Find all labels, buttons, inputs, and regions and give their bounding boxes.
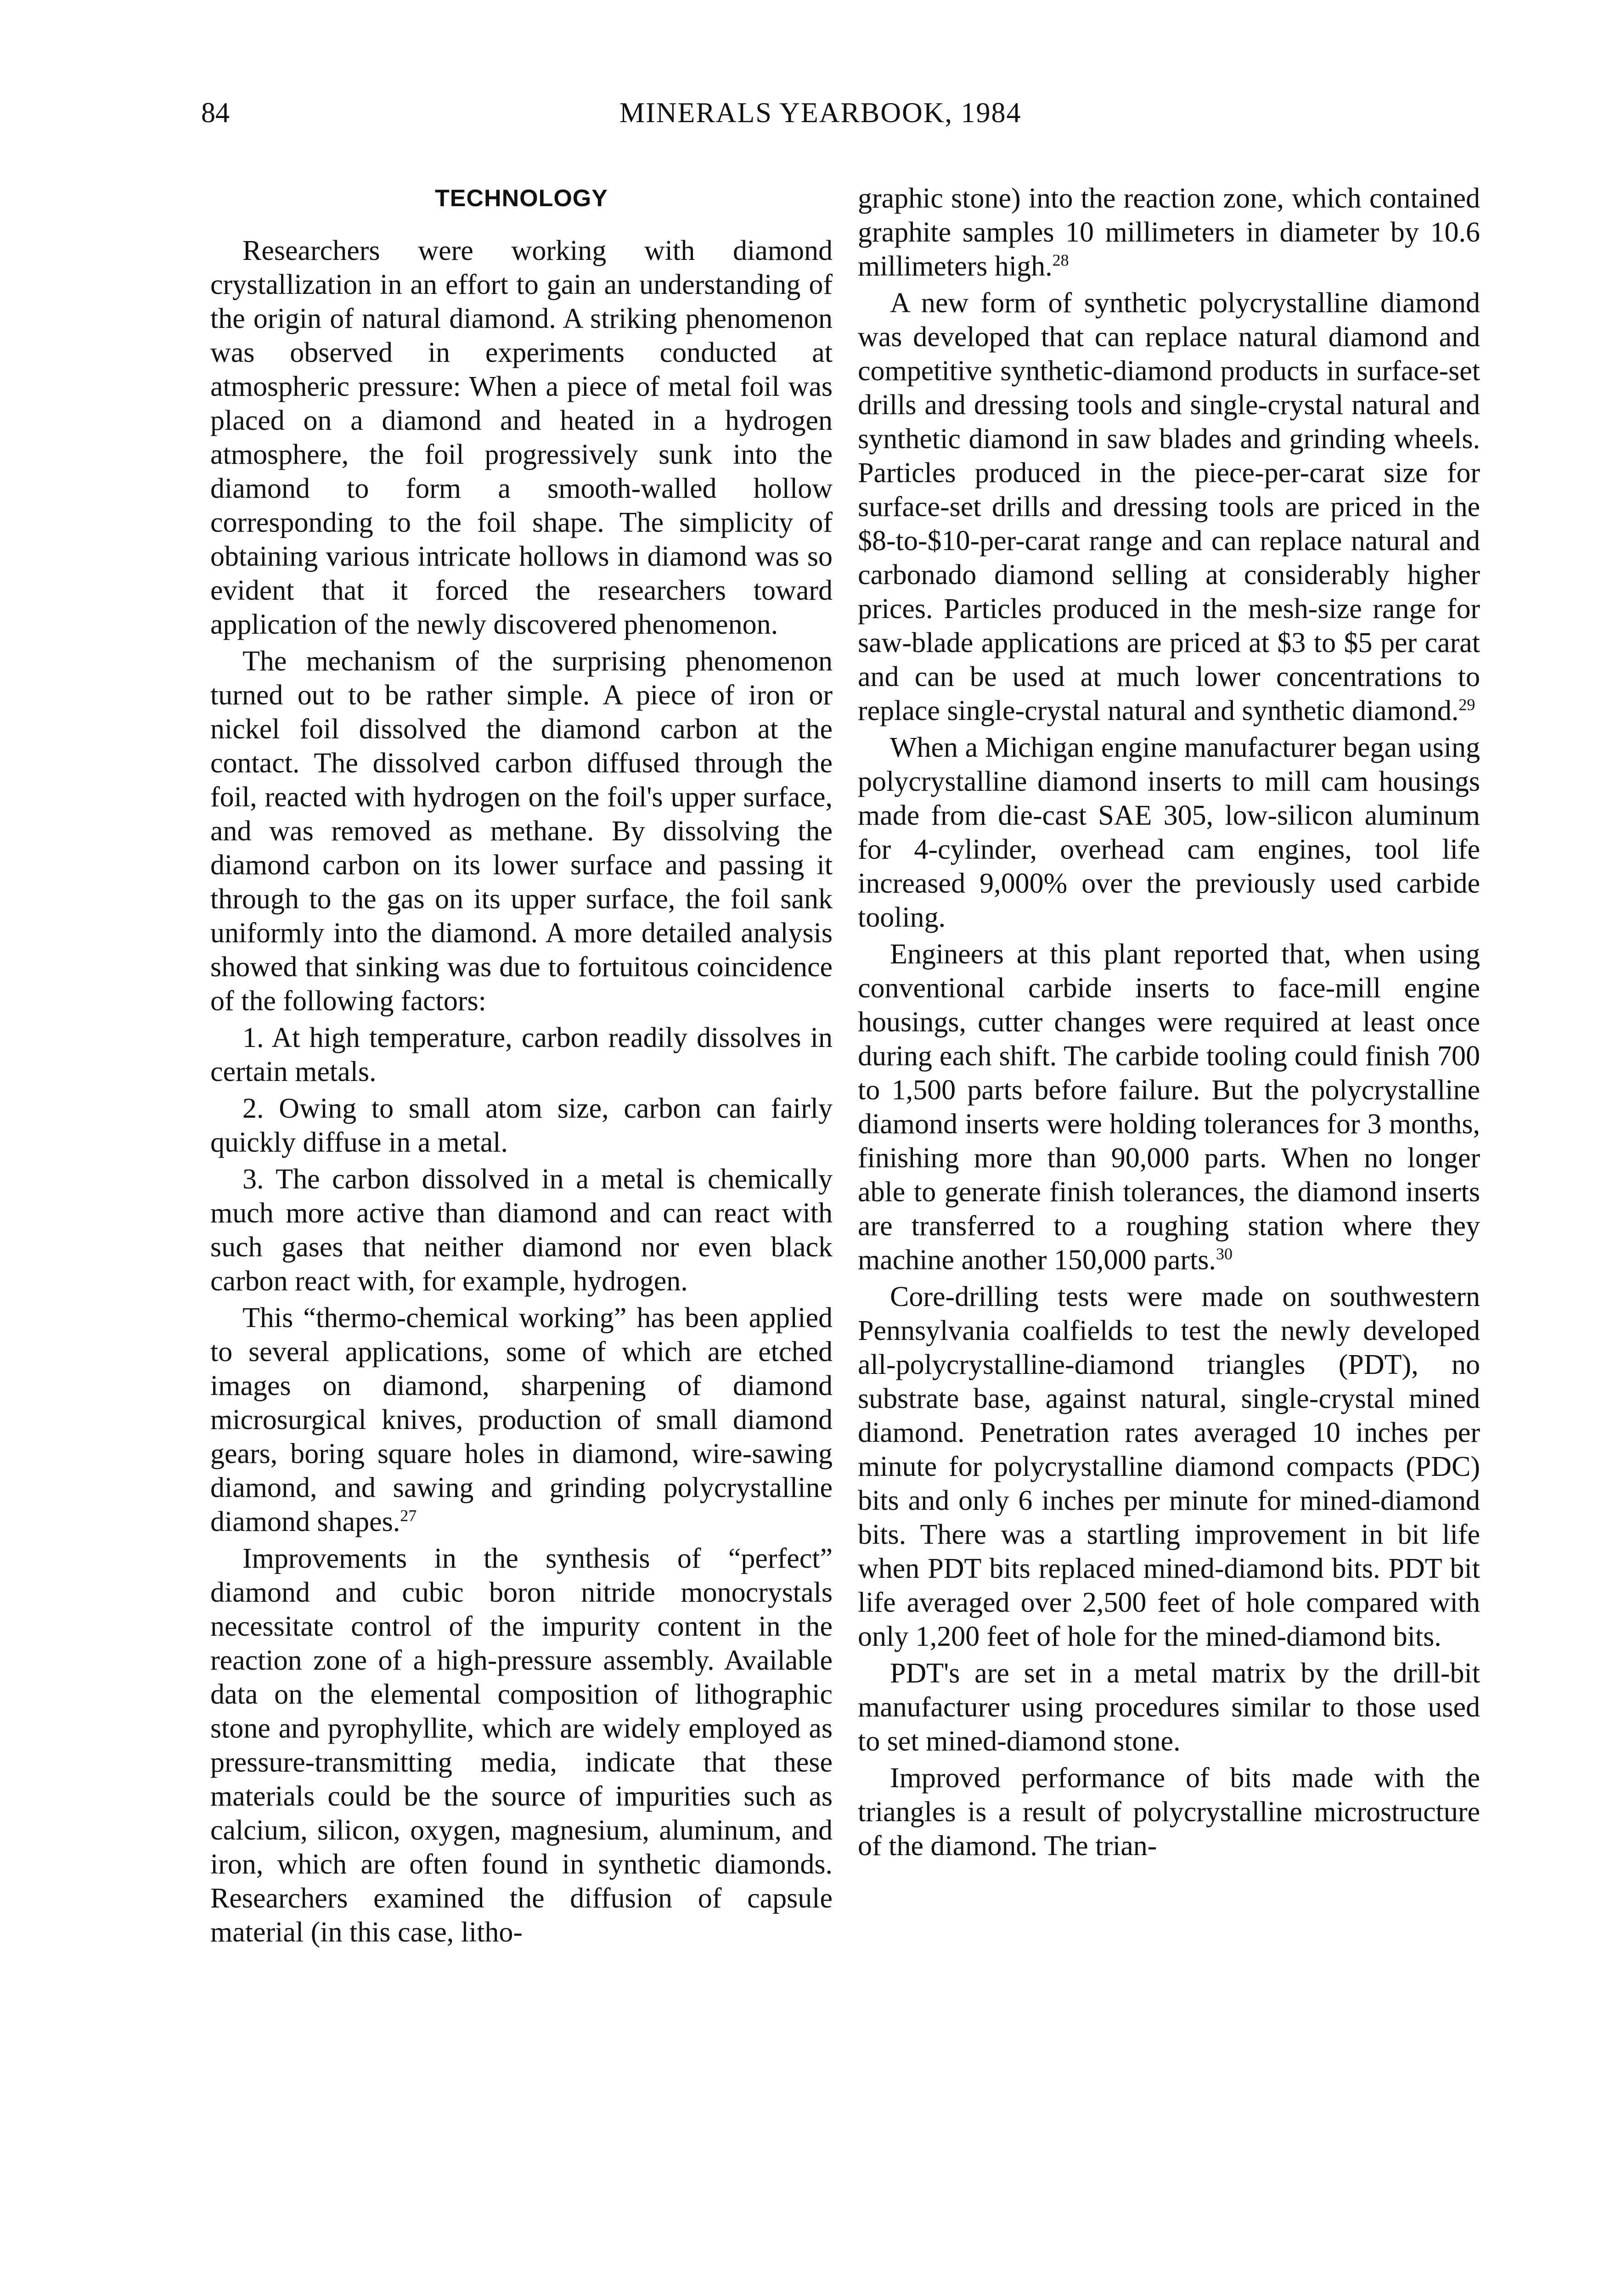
paragraph: Engineers at this plant reported that, when using conventional carbide inserts to face-mill engine housings, cutter changes were required at least once during each shift. The carbide tooling could finish 700 to 1,500 parts before failure. But the polycrystalline diamond inserts were holding tolerances for 3 months, finishing more than 90,000 parts. When no longer able to generate finish tolerances, the diamond inserts are transferred to a roughing station where they machine another 150,000 parts.$^{30}$ — [858, 939, 1480, 1276]
paragraph: Improved performance of bits made with the triangles is a result of polycrystalline microstructure of the diamond. The trian- — [858, 1762, 1480, 1862]
right-column — [858, 181, 1480, 1866]
paragraph: Core-drilling tests were made on southwestern Pennsylvania coalfields to test the newly developed all-polycrystalline-diamond triangles (PDT), no substrate base, against natural, single-crystal mined diamond. Penetration rates averaged 10 inches per minute for polycrystalline diamond compacts (PDC) bits and only 6 inches per minute for mined-diamond bits. There was a startling improvement in bit life when PDT bits replaced mined-diamond bits. PDT bit life averaged over 2,500 feet of hole compared with only 1,200 feet of hole for the mined-diamond bits. — [858, 1281, 1480, 1652]
paragraph: The mechanism of the surprising phenomenon turned out to be rather simple. A piece of iron or nickel foil dissolved the diamond carbon at the contact. The dissolved carbon diffused through the foil, reacted with hydrogen on the foil's upper surface, and was removed as methane. By dissolving the diamond carbon on its lower surface and passing it through to the gas on its upper surface, the foil sank uniformly into the diamond. A more detailed analysis showed that sinking was due to fortuitous coincidence of the following factors: — [210, 646, 833, 1017]
footnote-ref: 27 — [400, 1506, 417, 1525]
footnote-ref: 29 — [1458, 695, 1475, 714]
footnote-ref: 28 — [1052, 251, 1069, 270]
paragraph: When a Michigan engine manufacturer began using polycrystalline diamond inserts to mill cam housings made from die-cast SAE 305, low-silicon aluminum for 4-cylinder, overhead cam engines, tool life increased 9,000% over the previously used carbide tooling. — [858, 732, 1480, 933]
section-heading: TECHNOLOGY — [435, 185, 608, 212]
paragraph: Researchers were working with diamond crystallization in an effort to gain an understanding of the origin of natural diamond. A striking phenomenon was observed in experiments conducted at atmospheric pressure: When a piece of metal foil was placed on a diamond and heated in a hydrogen atmosphere, the foil progressively sunk into the diamond to form a smooth-walled hollow corresponding to the foil shape. The simplicity of obtaining various intricate hollows in diamond was so evident that it forced the researchers toward application of the newly discovered phenomenon. — [210, 235, 833, 640]
running-head: MINERALS YEARBOOK, 1984 — [619, 97, 1022, 129]
paragraph: A new form of synthetic polycrystalline diamond was developed that can replace natural diamond and competitive synthetic-diamond products in surface-set drills and dressing tools and single-crystal natural and synthetic diamond in saw blades and grinding wheels. Particles produced in the piece-per-carat size for surface-set drills and dressing tools are priced in the $8-to-$10-per-carat range and can replace natural and carbonado diamond selling at considerably higher prices. Particles produced in the mesh-size range for saw-blade applications are priced at $3 to $5 per carat and can be used at much lower concentrations to replace single-crystal natural and synthetic diamond.$^{29}$ — [858, 287, 1480, 726]
paragraph: 2. Owing to small atom size, carbon can fairly quickly diffuse in a metal. — [210, 1093, 833, 1158]
page-number: 84 — [201, 97, 230, 129]
paragraph: 3. The carbon dissolved in a metal is chemically much more active than diamond and can react with such gases that neither diamond nor even black carbon react with, for example, hydrogen. — [210, 1164, 833, 1297]
paragraph-continuation: graphic stone) into the reaction zone, which contained graphite samples 10 millimeters in diameter by 10.6 millimeters high.$^{28}$ — [858, 183, 1480, 282]
paragraph: PDT's are set in a metal matrix by the drill-bit manufacturer using procedures similar to those used to set mined-diamond stone. — [858, 1658, 1480, 1757]
left-column — [210, 181, 833, 1952]
paragraph: Improvements in the synthesis of “perfect” diamond and cubic boron nitride monocrystals necessitate control of the impurity content in the reaction zone of a high-pressure assembly. Available data on the elemental composition of lithographic stone and pyrophyllite, which are widely employed as pressure-transmitting media, indicate that these materials could be the source of impurities such as calcium, silicon, oxygen, magnesium, aluminum, and iron, which are often found in synthetic diamonds. Researchers examined the diffusion of capsule material (in this case, litho- — [210, 1543, 833, 1948]
paragraph: This “thermo-chemical working” has been applied to several applications, some of which are etched images on diamond, sharpening of diamond microsurgical knives, production of small diamond gears, boring square holes in diamond, wire-sawing diamond, and sawing and grinding polycrystalline diamond shapes.$^{27}$ — [210, 1302, 833, 1537]
paragraph: 1. At high temperature, carbon readily dissolves in certain metals. — [210, 1022, 833, 1087]
footnote-ref: 30 — [1216, 1244, 1233, 1263]
